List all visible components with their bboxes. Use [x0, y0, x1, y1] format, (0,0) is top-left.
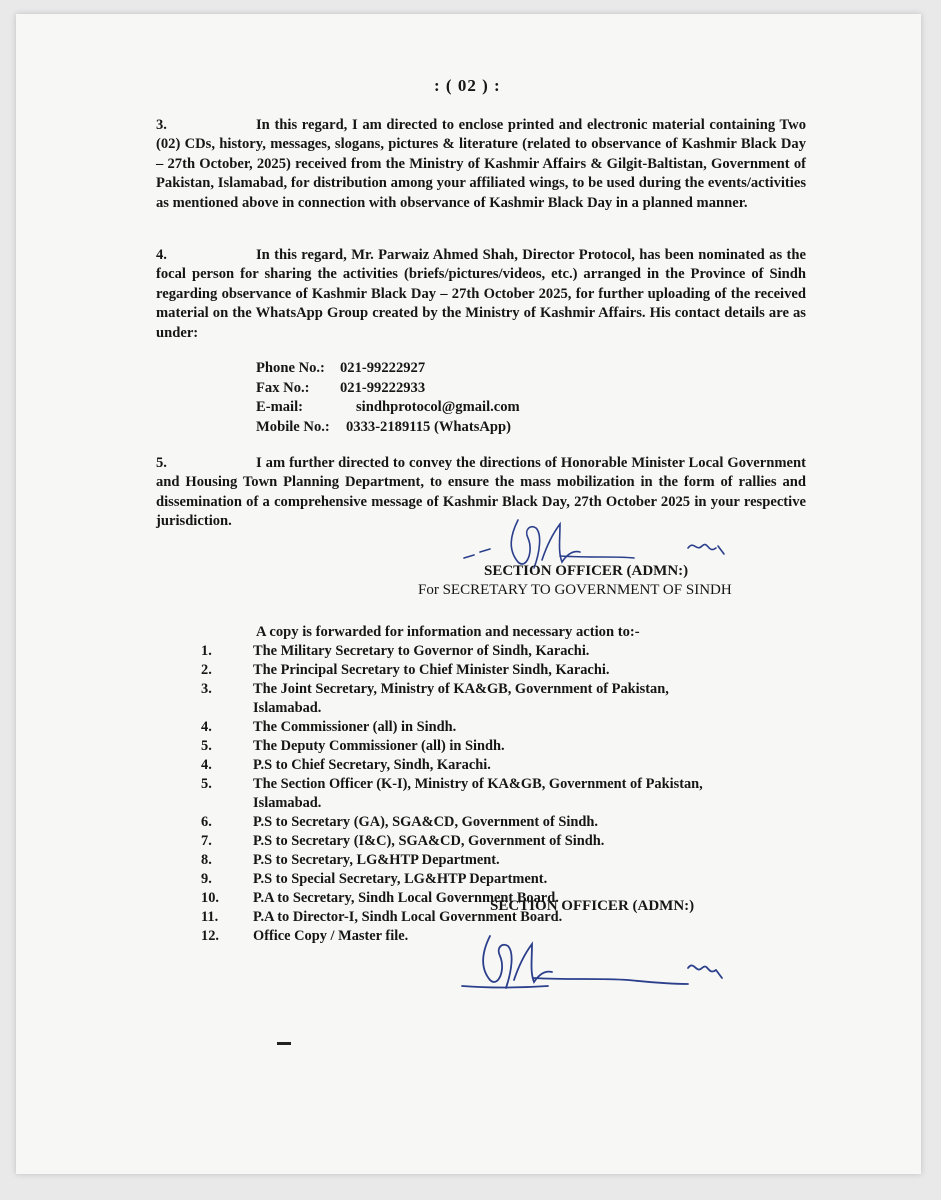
- list-item: [201, 756, 733, 775]
- list-item: [201, 832, 733, 851]
- forward-intro: A copy is forwarded for information and necessary action to:-: [256, 624, 640, 640]
- contact-row-mobile: [256, 418, 520, 438]
- paragraph-text: In this regard, Mr. Parwaiz Ahmed Shah, Director Protocol, has been nominated as the focal person for sharing the activities (briefs/pictures/videos, etc.) arranged in the Province of Sindh regarding observance of Kashmir Black Day – 27th October 2025, for further uploading of the received material on the WhatsApp Group created by the Ministry of Kashmir Affairs. His contact details are as under:: [156, 247, 806, 341]
- list-item-number: 1.: [201, 643, 212, 659]
- signature-2: [458, 930, 728, 1000]
- list-item: [201, 775, 733, 813]
- list-item-text: The Commissioner (all) in Sindh.: [253, 719, 457, 735]
- list-item-number: 7.: [201, 833, 212, 849]
- list-item: [201, 718, 733, 737]
- list-item-text: The Military Secretary to Governor of Sindh, Karachi.: [253, 643, 590, 659]
- email-value: sindhprotocol@gmail.com: [356, 399, 520, 416]
- list-item-number: 5.: [201, 738, 212, 754]
- mobile-value: 0333-2189115 (WhatsApp): [346, 418, 512, 435]
- contact-row-fax: [256, 379, 520, 399]
- list-item-text: P.A to Secretary, Sindh Local Government Board.: [253, 890, 559, 906]
- mobile-label: Mobile No.:: [256, 418, 330, 435]
- list-item-number: 9.: [201, 871, 212, 887]
- email-label: E-mail:: [256, 399, 304, 416]
- paragraph-number: 3.: [156, 117, 167, 133]
- document-page: [16, 14, 921, 1174]
- contact-details: [256, 359, 520, 437]
- list-item-text: The Principal Secretary to Chief Minister Sindh, Karachi.: [253, 662, 610, 678]
- list-item-text: P.S to Chief Secretary, Sindh, Karachi.: [253, 757, 491, 773]
- paragraph-4: [156, 246, 806, 343]
- list-item-number: 6.: [201, 814, 212, 830]
- list-item-number: 11.: [201, 909, 219, 925]
- paragraph-3: [156, 116, 806, 213]
- paragraph-text-bold: Honorable Minister Local Government and Housing Town Planning Department,: [156, 455, 806, 491]
- list-item: [201, 813, 733, 832]
- fax-label: Fax No.:: [256, 379, 310, 396]
- list-item-text: Office Copy / Master file.: [253, 928, 409, 944]
- list-item-text: The Joint Secretary, Ministry of KA&GB, Government of Pakistan, Islamabad.: [253, 681, 669, 716]
- contact-row-email: [256, 398, 520, 418]
- list-item: [201, 870, 733, 889]
- signature-1-title: SECTION OFFICER (ADMN:): [484, 563, 689, 579]
- list-item-number: 2.: [201, 662, 212, 678]
- list-item-number: 5.: [201, 776, 212, 792]
- list-item: [201, 642, 733, 661]
- signature-2-title: SECTION OFFICER (ADMN:): [490, 898, 695, 914]
- list-item-number: 10.: [201, 890, 219, 906]
- phone-value: 021-99222927: [340, 360, 426, 376]
- list-item-text: P.S to Secretary, LG&HTP Department.: [253, 852, 500, 868]
- list-item-number: 4.: [201, 719, 212, 735]
- paragraph-number: 5.: [156, 455, 167, 471]
- paragraph-text: In this regard, I am directed to enclose printed and electronic material containing Two (02) CDs, history, messages, slogans, pictures & literature (related to observance of Kashmir Black Day – 27th October, 2025) received from the Ministry of Kashmir Affairs & Gilgit-Baltistan, Government of Pakistan, Islamabad, for distribution among your affiliated wings, to be used during the events/activities as mentioned above in connection with observance of Kashmir Black Day in a planned manner.: [156, 117, 806, 211]
- list-item-text: P.A to Director-I, Sindh Local Government Board.: [253, 909, 563, 925]
- list-item-text: P.S to Secretary (GA), SGA&CD, Government of Sindh.: [253, 814, 598, 830]
- contact-row-phone: [256, 359, 520, 379]
- list-item: [201, 680, 733, 718]
- paragraph-text-before: I am further directed to convey the directions of: [256, 455, 561, 471]
- list-item-number: 12.: [201, 928, 219, 944]
- fax-value: 021-99222933: [340, 379, 426, 396]
- list-item: [201, 661, 733, 680]
- list-item-number: 8.: [201, 852, 212, 868]
- stray-mark: [277, 1042, 291, 1045]
- list-item-text: The Section Officer (K-I), Ministry of KA&GB, Government of Pakistan, Islamabad.: [253, 776, 703, 811]
- list-item: [201, 737, 733, 756]
- list-item-number: 3.: [201, 681, 212, 697]
- list-item-number: 4.: [201, 757, 212, 773]
- phone-label: Phone No.:: [256, 360, 325, 376]
- page-number: : ( 02 ) :: [434, 76, 501, 95]
- list-item: [201, 851, 733, 870]
- signature-1-for-line: For SECRETARY TO GOVERNMENT OF SINDH: [418, 582, 732, 598]
- paragraph-text-after: to ensure the mass mobilization in the form of rallies and dissemination of a comprehensive message of Kashmir Black Day, 27th October 2025 in your respective jurisdiction.: [156, 474, 806, 530]
- list-item-text: P.S to Secretary (I&C), SGA&CD, Government of Sindh.: [253, 833, 605, 849]
- list-item-text: P.S to Special Secretary, LG&HTP Department.: [253, 871, 548, 887]
- paragraph-number: 4.: [156, 247, 167, 263]
- list-item-text: The Deputy Commissioner (all) in Sindh.: [253, 738, 505, 754]
